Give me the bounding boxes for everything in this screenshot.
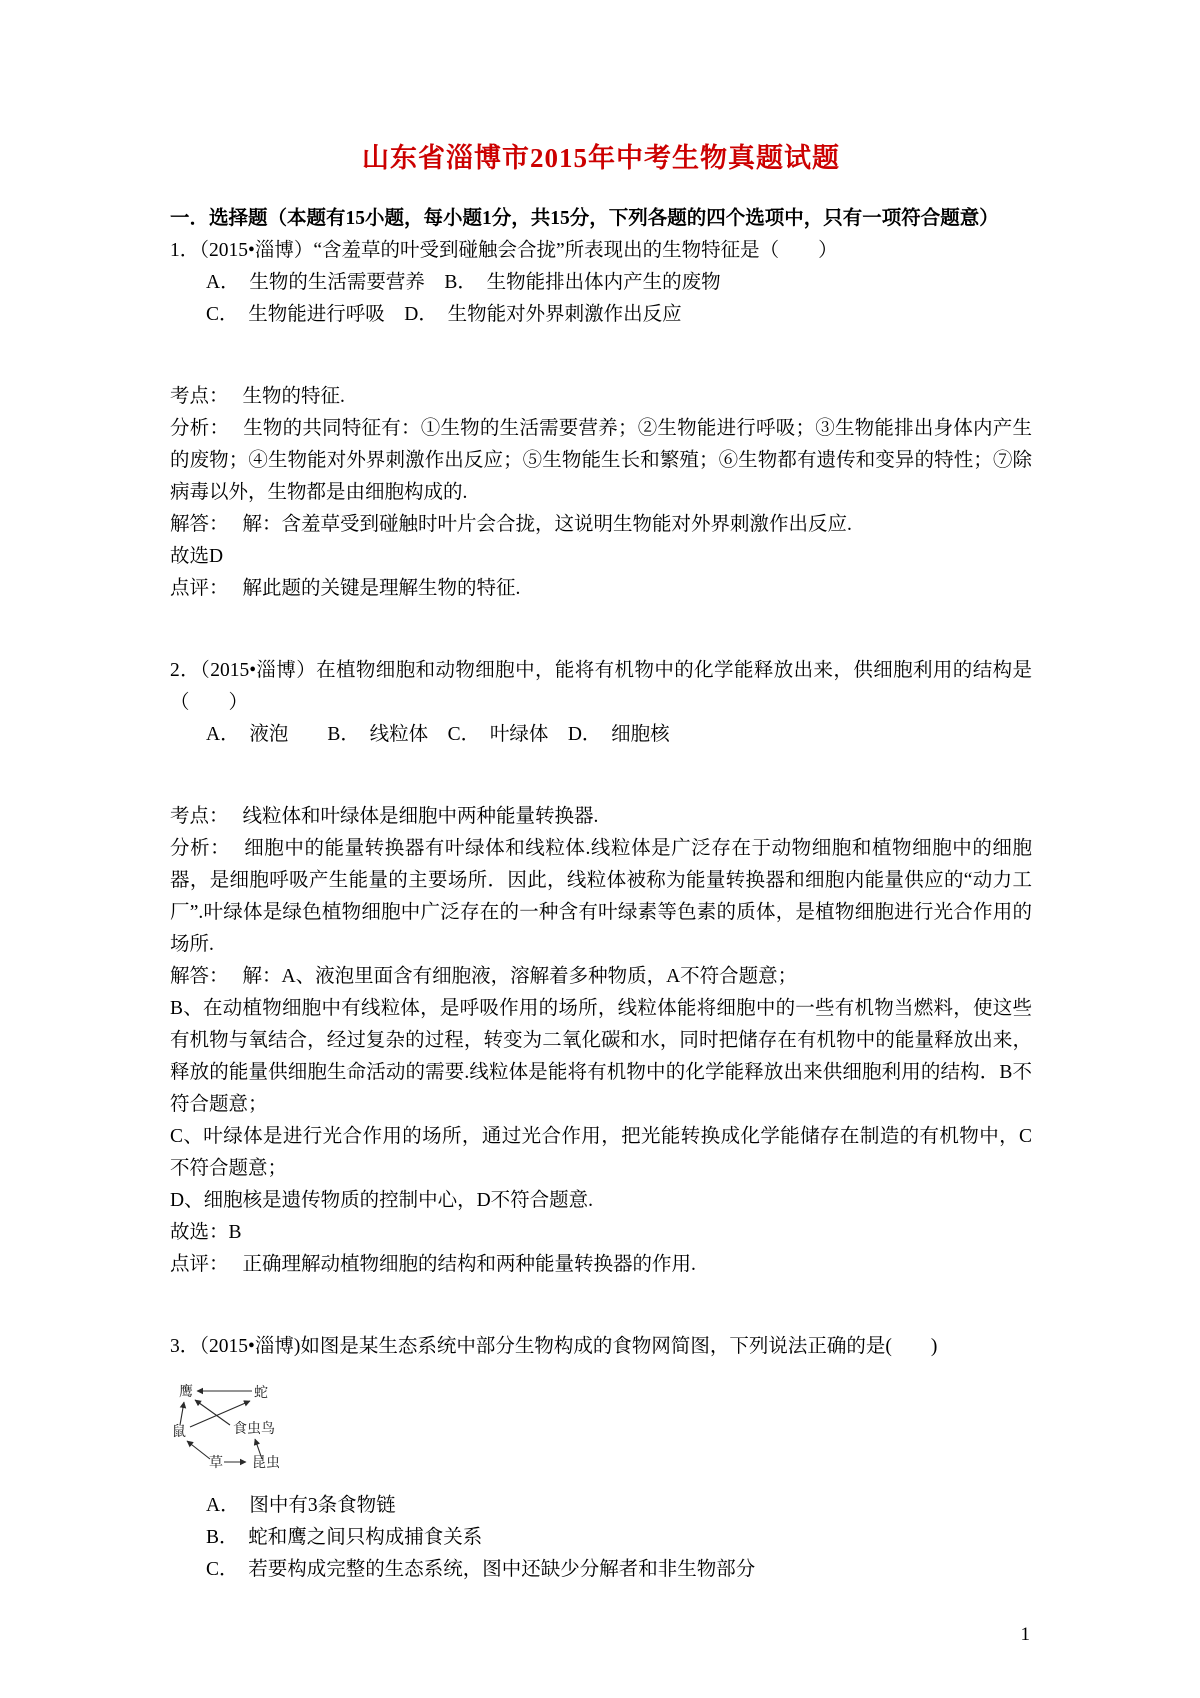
q2-stem: 2．（2015•淄博）在植物细胞和动物细胞中，能将有机物中的化学能释放出来，供细胞利用的结构是（ ） — [170, 660, 1032, 713]
q2-jieda-d: D、细胞核是遗传物质的控制中心，D不符合题意. — [170, 1190, 594, 1211]
jieda-label: 解答： — [170, 514, 229, 535]
node-grass: 草 — [209, 1456, 223, 1471]
edge-grass-mouse — [187, 1441, 210, 1459]
q2-jieda-c: C、叶绿体是进行光合作用的场所，通过光合作用，把光能转换成化学能储存在制造的有机物中，C不符合题意； — [170, 1126, 1032, 1179]
dianping-label: 点评： — [170, 578, 229, 599]
q2-options: A． 液泡 B． 线粒体 C． 叶绿体 D． 细胞核 — [206, 724, 670, 745]
fenxi-label: 分析： — [170, 838, 231, 859]
q3-option-b: B． 蛇和鹰之间只构成捕食关系 — [206, 1527, 483, 1548]
page-number: 1 — [1020, 1624, 1030, 1645]
dianping-text: 解此题的关键是理解生物的特征. — [242, 578, 521, 599]
q1-note-kaodian — [170, 381, 1032, 413]
section-header: 一．选择题（本题有15小题，每小题1分，共15分，下列各题的四个选项中，只有一项符合题意） — [170, 208, 999, 229]
kaodian-label: 考点： — [170, 386, 229, 407]
node-hawk: 鹰 — [179, 1385, 193, 1400]
jieda-text: 解：含羞草受到碰触时叶片会合拢，这说明生物能对外界刺激作出反应. — [242, 514, 852, 535]
dianping-text: 正确理解动植物细胞的结构和两种能量转换器的作用. — [242, 1254, 696, 1275]
q1-note-fenxi — [170, 413, 1032, 509]
q1-note-jieda — [170, 509, 1032, 541]
dianping-label: 点评： — [170, 1254, 229, 1275]
q1-note-dianping — [170, 573, 1032, 605]
q1-options-ab: A． 生物的生活需要营养 B． 生物能排出体内产生的废物 — [206, 272, 721, 293]
node-snake: 蛇 — [254, 1386, 268, 1401]
fenxi-label: 分析： — [170, 418, 230, 439]
food-web-svg — [170, 1371, 330, 1475]
q1-options-cd: C． 生物能进行呼吸 D． 生物能对外界刺激作出反应 — [206, 304, 682, 325]
food-web-diagram — [170, 1371, 1032, 1480]
q3-option-c: C． 若要构成完整的生态系统，图中还缺少分解者和非生物部分 — [206, 1559, 756, 1580]
q2-note-jieda — [170, 961, 1032, 993]
kaodian-label: 考点： — [170, 806, 229, 827]
jieda-label: 解答： — [170, 966, 229, 987]
kaodian-text: 生物的特征. — [242, 386, 345, 407]
q3-stem: 3．（2015•淄博)如图是某生态系统中部分生物构成的食物网简图，下列说法正确的是( ) — [170, 1336, 938, 1357]
q1-answer: 故选D — [170, 546, 224, 567]
q2-note-dianping — [170, 1249, 1032, 1281]
fenxi-text: 细胞中的能量转换器有叶绿体和线粒体.线粒体是广泛存在于动物细胞和植物细胞中的细胞器，是细胞呼吸产生能量的主要场所．因此，线粒体被称为能量转换器和细胞内能量供应的“动力工厂”.叶绿体是绿色植物细胞中广泛存在的一种含有叶绿素等色素的质体，是植物细胞进行光合作用的场所. — [170, 838, 1032, 955]
fenxi-text: 生物的共同特征有：①生物的生活需要营养；②生物能进行呼吸；③生物能排出身体内产生的废物；④生物能对外界刺激作出反应；⑤生物能生长和繁殖；⑥生物都有遗传和变异的特性；⑦除病毒以外，生物都是由细胞构成的. — [170, 418, 1032, 503]
q1-stem: 1．（2015•淄博）“含羞草的叶受到碰触会合拢”所表现出的生物特征是（ ） — [170, 240, 838, 261]
q2-note-fenxi — [170, 833, 1032, 961]
node-bird: 食虫鸟 — [233, 1422, 275, 1437]
node-insect: 昆虫 — [252, 1456, 280, 1471]
q2-answer: 故选：B — [170, 1222, 242, 1243]
q2-jieda-b: B、在动植物细胞中有线粒体，是呼吸作用的场所，线粒体能将细胞中的一些有机物当燃料，使这些有机物与氧结合，经过复杂的过程，转变为二氧化碳和水，同时把储存在有机物中的能量释放出来，释放的能量供细胞生命活动的需要.线粒体是能将有机物中的化学能释放出来供细胞利用的结构．B不符合题意； — [170, 998, 1032, 1115]
kaodian-text: 线粒体和叶绿体是细胞中两种能量转换器. — [242, 806, 599, 827]
q2-note-kaodian — [170, 801, 1032, 833]
jieda-text-a: 解：A、液泡里面含有细胞液，溶解着多种物质，A不符合题意； — [242, 966, 798, 987]
q3-option-a: A． 图中有3条食物链 — [206, 1495, 396, 1516]
document-title: 山东省淄博市2015年中考生物真题试题 — [362, 143, 840, 173]
edge-mouse-hawk — [180, 1402, 184, 1425]
node-mouse: 鼠 — [172, 1425, 186, 1440]
